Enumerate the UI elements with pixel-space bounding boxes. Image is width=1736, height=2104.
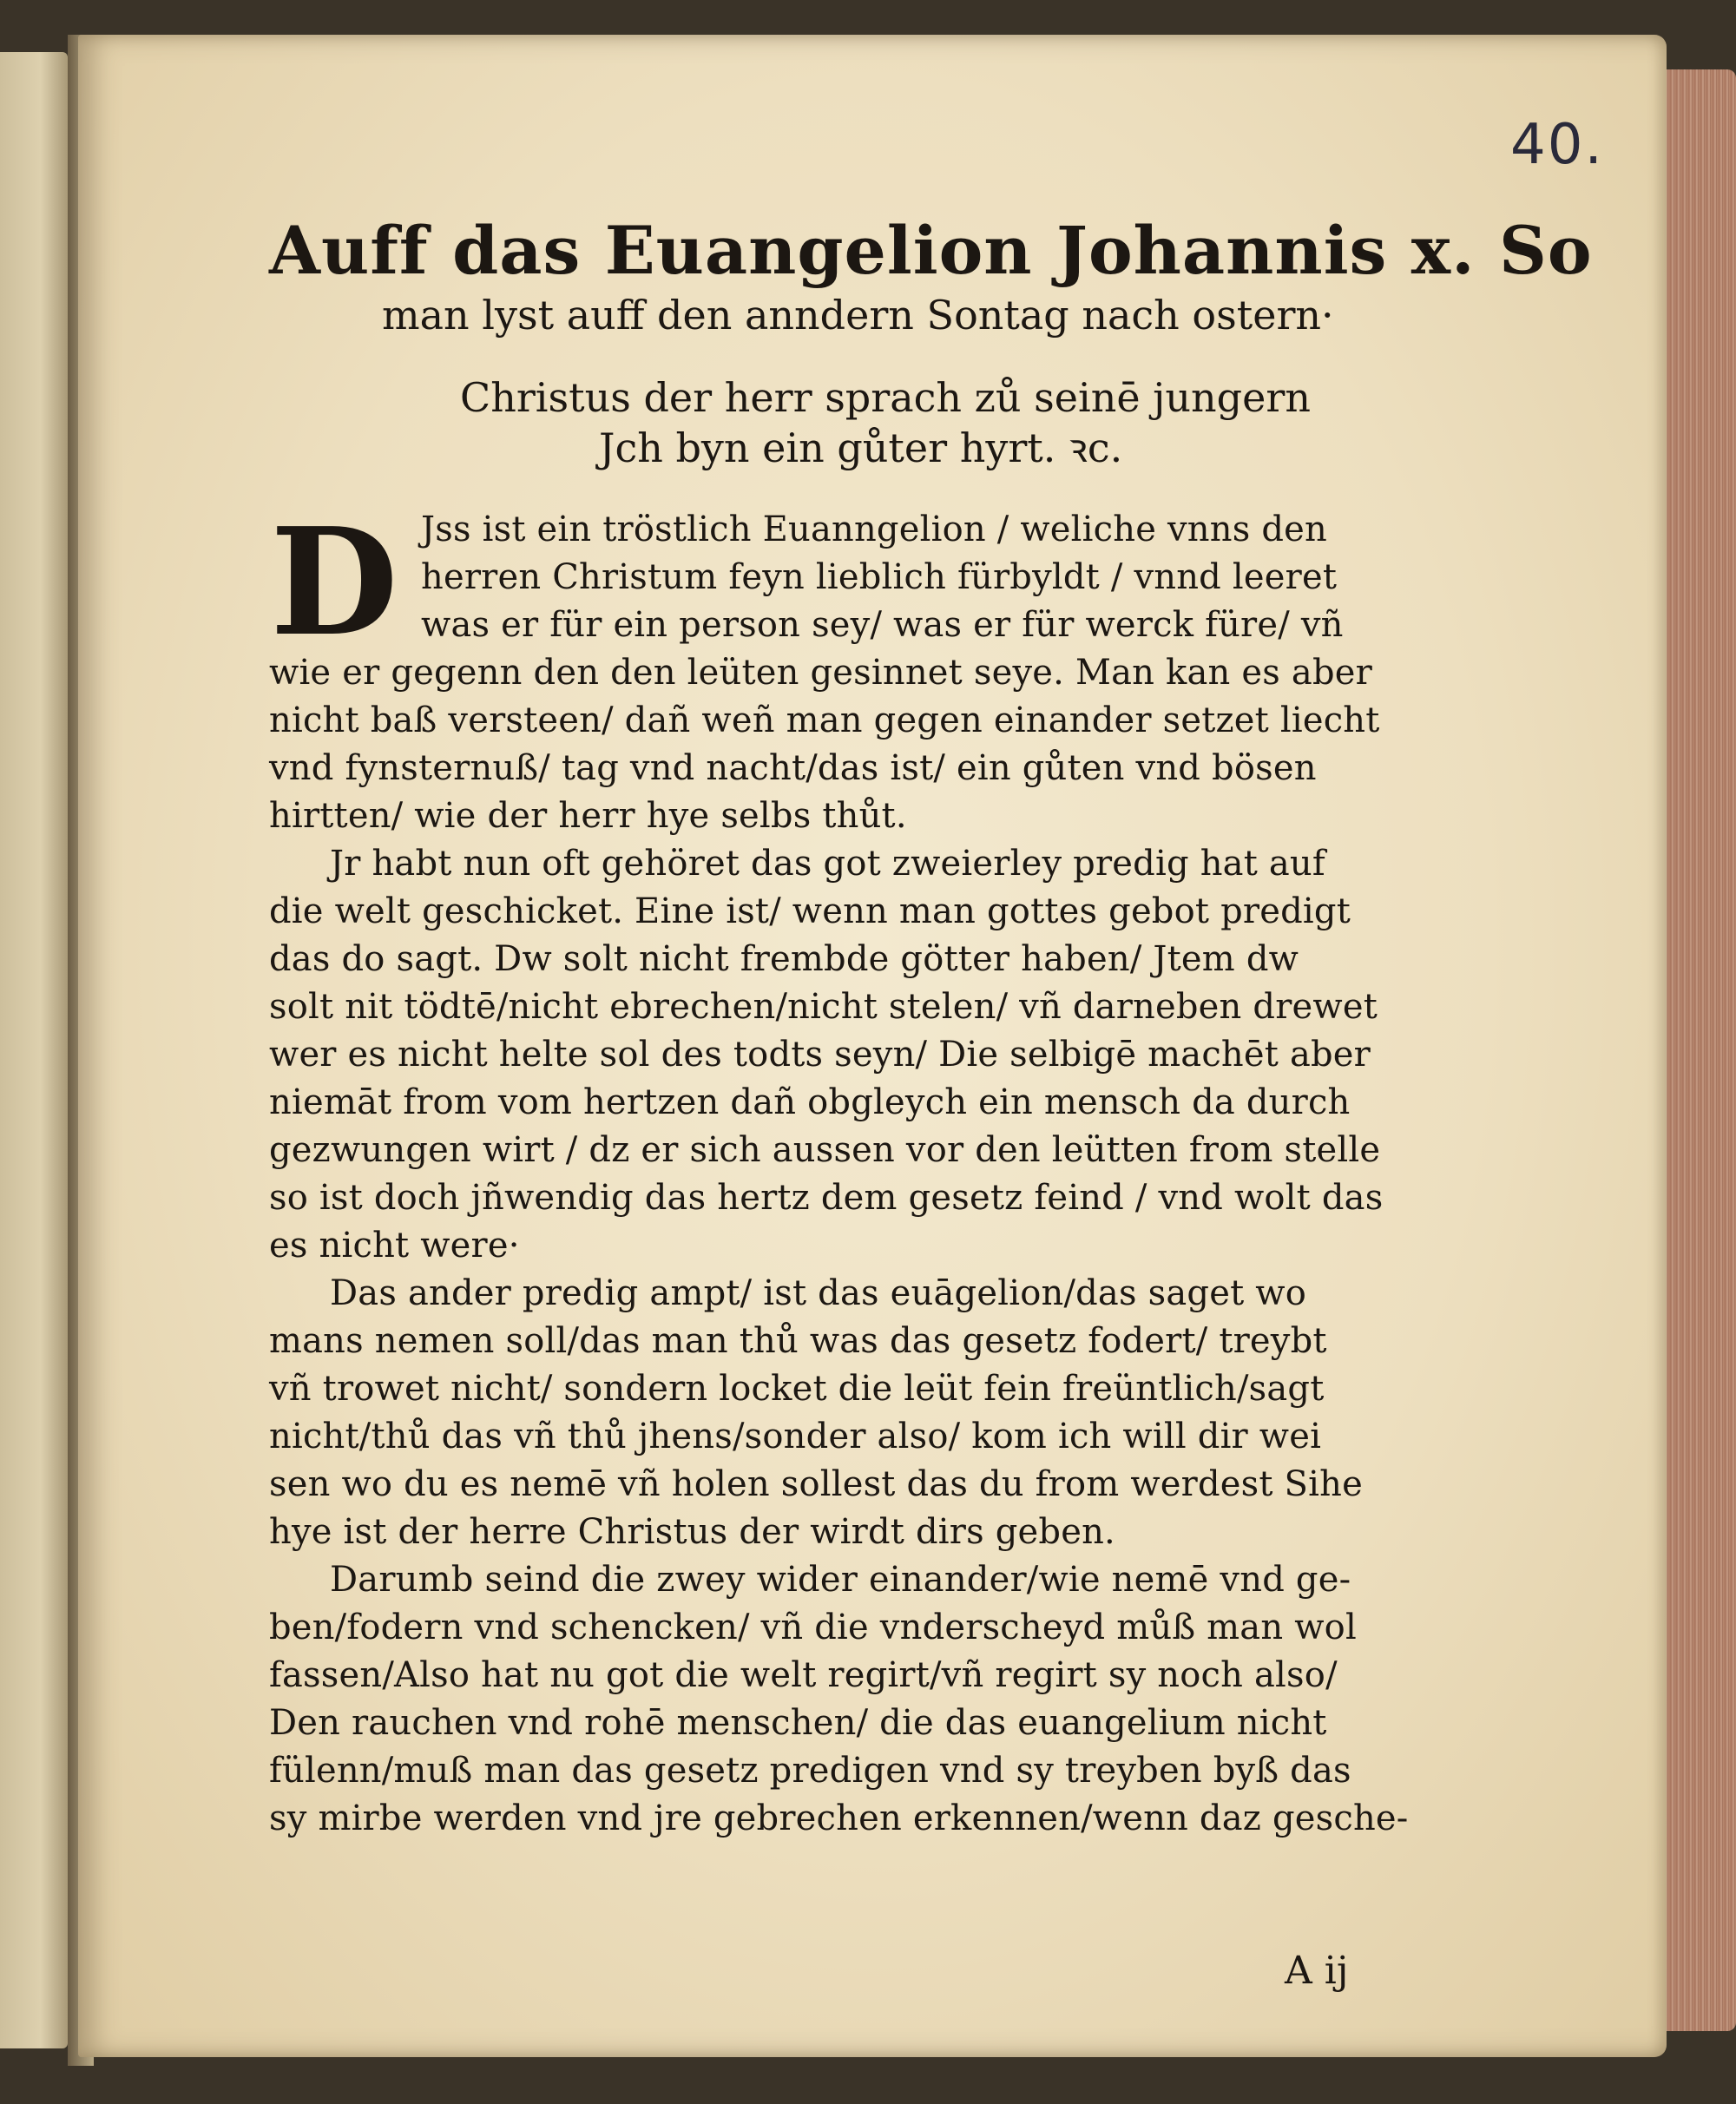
text-line: hye ist der herre Christus der wirdt dirs geben. [269, 1512, 1115, 1552]
text-line: gezwungen wirt / dz er sich aussen vor den leütten from stelle [269, 1130, 1381, 1170]
text-line: vnd fynsternuß/ tag vnd nacht/das ist/ ein gůten vnd bösen [269, 748, 1317, 788]
facing-page-edge [0, 52, 68, 2048]
decorated-initial: D [270, 496, 398, 669]
text-line: Darumb seind die zwey wider einander/wie nemē vnd ge- [330, 1560, 1351, 1600]
folio-number: 40. [1510, 113, 1604, 177]
text-line: herren Christum feyn lieblich fürbyldt / vnnd leeret [421, 557, 1338, 597]
text-line: das do sagt. Dw solt nicht frembde götter haben/ Jtem dw [269, 939, 1299, 979]
book-page [78, 35, 1667, 2057]
text-line: ben/fodern vnd schencken/ vñ die vnderscheyd můß man wol [269, 1608, 1357, 1647]
page-title: Auff das Euangelion Johannis x. So [269, 212, 1593, 289]
text-line: die welt geschicket. Eine ist/ wenn man gottes gebot predigt [269, 891, 1351, 931]
text-line: Jss ist ein tröstlich Euanngelion / weliche vnns den [421, 510, 1327, 549]
text-line: niemāt from vom hertzen dañ obgleych ein mensch da durch [269, 1082, 1351, 1122]
text-line: sy mirbe werden vnd jre gebrechen erkennen/wenn daz gesche- [269, 1798, 1409, 1838]
text-line: es nicht were· [269, 1226, 520, 1266]
text-line: nicht/thů das vñ thů jhens/sonder also/ kom ich will dir wei [269, 1417, 1322, 1456]
lemma-line: Jch byn ein gůter hyrt. ꝛc. [599, 424, 1123, 471]
text-line: wer es nicht helte sol des todts seyn/ Die selbigē machēt aber [269, 1035, 1371, 1075]
body-text [269, 496, 1432, 1843]
text-line: so ist doch jñwendig das hertz dem gesetz feind / vnd wolt das [269, 1178, 1384, 1218]
page-subtitle: man lyst auff den anndern Sontag nach ostern· [382, 292, 1334, 339]
text-line: solt nit tödtē/nicht ebrechen/nicht stelen/ vñ darneben drewet [269, 987, 1378, 1027]
text-line: mans nemen soll/das man thů was das gesetz fodert/ treybt [269, 1321, 1327, 1361]
text-line: was er für ein person sey/ was er für werck füre/ vñ [421, 605, 1344, 645]
text-line: fülenn/muß man das gesetz predigen vnd sy treyben byß das [269, 1751, 1351, 1791]
lemma-line: Christus der herr sprach zů seinē jungern [460, 374, 1311, 421]
text-line: sen wo du es nemē vñ holen sollest das du from werdest Sihe [269, 1464, 1363, 1504]
signature-mark: A ij [1285, 1949, 1349, 1993]
text-line: wie er gegenn den den leüten gesinnet seye. Man kan es aber [269, 653, 1372, 693]
text-line: Jr habt nun oft gehöret das got zweierley predig hat auf [330, 844, 1325, 884]
text-line: fassen/Also hat nu got die welt regirt/vñ regirt sy noch also/ [269, 1655, 1338, 1695]
text-line: vñ trowet nicht/ sondern locket die leüt fein freüntlich/sagt [269, 1369, 1325, 1409]
text-line: nicht baß versteen/ dañ weñ man gegen einander setzet liecht [269, 700, 1380, 740]
text-line: Den rauchen vnd rohē menschen/ die das euangelium nicht [269, 1703, 1327, 1743]
text-line: hirtten/ wie der herr hye selbs thůt. [269, 796, 907, 836]
text-line: Das ander predig ampt/ ist das euāgelion/das saget wo [330, 1273, 1306, 1313]
text-block [269, 212, 1593, 1843]
